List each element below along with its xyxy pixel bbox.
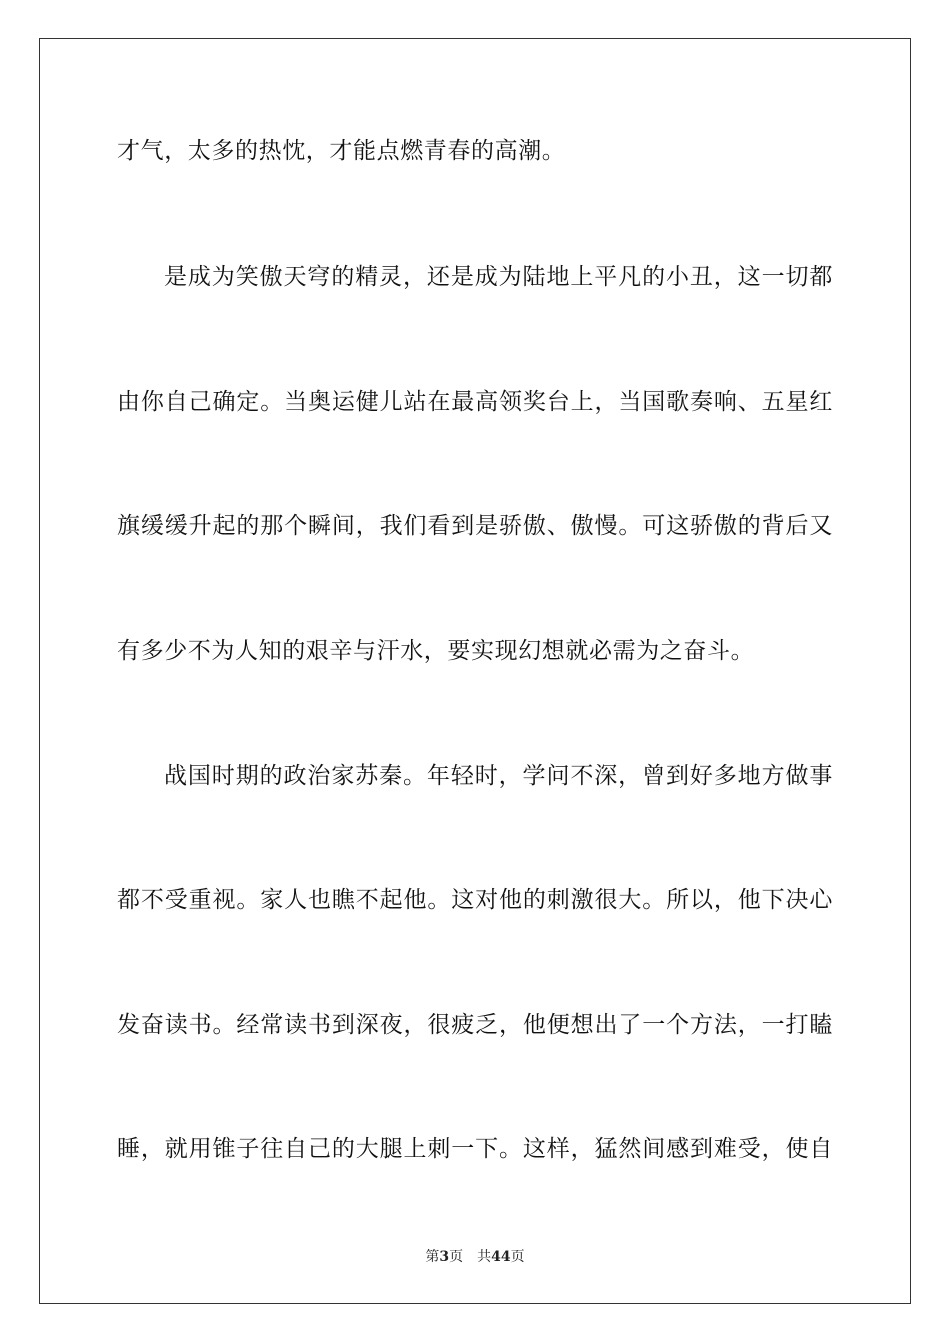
text-line: 由你自己确定。当奥运健儿站在最高领奖台上，当国歌奏响、五星红	[117, 389, 833, 415]
text-line: 旗缓缓升起的那个瞬间，我们看到是骄傲、傲慢。可这骄傲的背后又	[117, 513, 833, 539]
total-prefix: 共	[477, 1249, 492, 1265]
total-pages: 44	[491, 1249, 511, 1265]
page-footer	[0, 1248, 950, 1266]
total-suffix: 页	[510, 1249, 525, 1265]
paragraph-start-line: 战国时期的政治家苏秦。年轻时，学问不深，曾到好多地方做事	[164, 763, 833, 789]
text-line: 才气，太多的热忱，才能点燃青春的高潮。	[117, 138, 566, 164]
page-prefix: 第	[425, 1249, 440, 1265]
page-number: 3	[439, 1249, 450, 1265]
page-suffix: 页	[449, 1249, 464, 1265]
text-line: 睡，就用锥子往自己的大腿上刺一下。这样，猛然间感到难受，使自	[117, 1136, 833, 1162]
page-border	[39, 38, 911, 1304]
text-line: 都不受重视。家人也瞧不起他。这对他的刺激很大。所以，他下决心	[117, 887, 833, 913]
paragraph-start-line: 是成为笑傲天穹的精灵，还是成为陆地上平凡的小丑，这一切都	[164, 264, 833, 290]
text-line: 发奋读书。经常读书到深夜，很疲乏，他便想出了一个方法，一打瞌	[117, 1012, 833, 1038]
text-line: 有多少不为人知的艰辛与汗水，要实现幻想就必需为之奋斗。	[117, 638, 755, 664]
